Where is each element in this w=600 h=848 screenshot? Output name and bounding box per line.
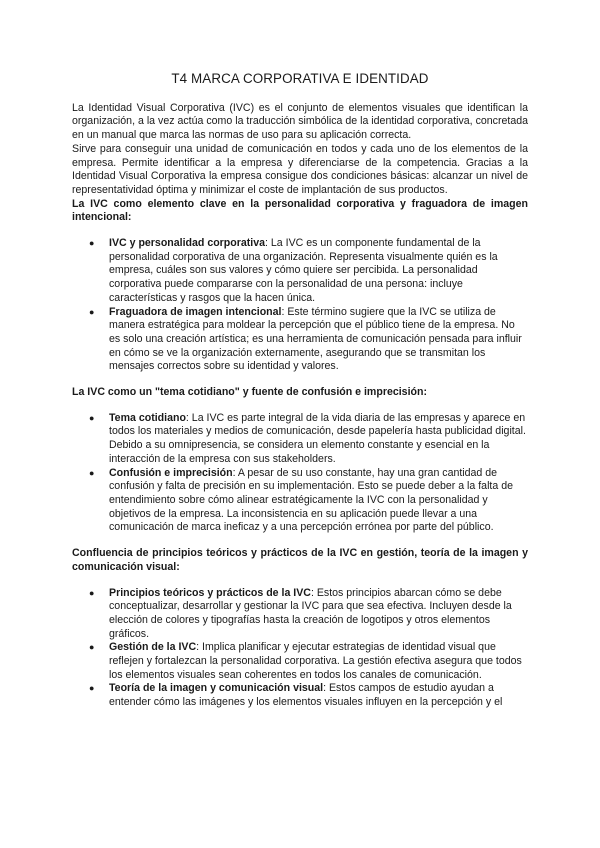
list-item-text: : Este término sugiere que la IVC se utiliza de manera estratégica para moldear la percepción que el público tiene de la empresa. No es solo una creación artística; es una herramienta de comunicación pensada para influir en cómo se ve la organización externamente, asegurando que se transmitan los mensajes correctos sobre su identidad y valores. [109,305,522,373]
list-item [72,237,528,306]
list-item-term: Confusión e imprecisión [109,466,233,479]
page-title: T4 MARCA CORPORATIVA E IDENTIDAD [171,71,429,86]
list-item [72,641,528,682]
list-item-term: Fraguadora de imagen intencional [109,305,282,318]
bullet-list-section-3 [72,587,528,710]
list-item-text: : A pesar de su uso constante, hay una gran cantidad de confusión y falta de precisión en su implementación. Esto se puede deber a la falta de entendimiento sobre cómo alinear estratégicamente la IVC con la personalidad y objetivos de la empresa. La inconsistencia en su aplicación puede llevar a una comunicación de marca ineficaz y a una percepción errónea por parte del público. [109,466,513,534]
list-item [72,306,528,375]
list-item-term: Tema cotidiano [109,411,186,424]
list-item-term: IVC y personalidad corporativa [109,237,266,250]
list-item-text: : La IVC es parte integral de la vida diaria de las empresas y aparece en todos los materiales y medios de comunicación, desde papelería hasta publicidad digital. Debido a su omnipresencia, se considera un elemento constante y esencial en la interacción de la empresa con sus stakeholders. [109,411,526,465]
intro-paragraph-2: Sirve para conseguir una unidad de comunicación en todos y cada uno de los elementos de la empresa. Permite identificar a la empresa y diferenciarse de la competencia. Gracias a la Identidad Visual Corporativa la empresa consigue dos condiciones básicas: alcanzar un nivel de representatividad óptima y minimizar el coste de implantación de sus productos. [72,142,528,196]
bullet-icon: ● [89,587,95,598]
list-item-text: : Implica planificar y ejecutar estrategias de identidad visual que reflejen y fortalezcan la personalidad corporativa. La gestión efectiva asegura que todos los elementos visuales sean coherentes en todos los canales de comunicación. [109,641,522,681]
list-item [72,682,528,709]
bullet-icon: ● [89,306,95,317]
list-item-text: : Estos campos de estudio ayudan a entender cómo las imágenes y los elementos visuales influyen en la percepción y el [109,682,503,709]
list-item-text: : Estos principios abarcan cómo se debe conceptualizar, desarrollar y gestionar la IVC para que sea efectiva. Incluyen desde la elección de colores y tipografías hasta la creación de logotipos y otros elementos gráficos. [109,586,512,640]
bullet-icon: ● [89,412,95,423]
list-item-term: Principios teóricos y prácticos de la IVC [109,586,311,599]
list-item-term: Gestión de la IVC [109,641,197,654]
list-item [72,412,528,467]
bullet-list-section-1 [72,237,528,374]
bullet-icon: ● [89,642,95,653]
bullet-icon: ● [89,467,95,478]
section-heading-ivc-personalidad: La IVC como elemento clave en la personalidad corporativa y fraguadora de imagen intencional: [72,197,528,224]
bullet-list-section-2 [72,412,528,535]
section-heading-confluencia: Confluencia de principios teóricos y prácticos de la IVC en gestión, teoría de la imagen y comunicación visual: [72,547,528,573]
section-heading-tema-cotidiano: La IVC como un "tema cotidiano" y fuente de confusión e imprecisión: [72,386,427,399]
list-item-term: Teoría de la imagen y comunicación visual [109,682,324,695]
bullet-icon: ● [89,683,95,694]
list-item [72,467,528,536]
bullet-icon: ● [89,238,95,249]
intro-paragraph-1: La Identidad Visual Corporativa (IVC) es el conjunto de elementos visuales que identifican la organización, a la vez actúa como la traducción simbólica de la identidad corporativa, concretada en un manual que marca las normas de uso para su aplicación correcta. [72,101,528,142]
list-item-text: : La IVC es un componente fundamental de la personalidad corporativa de una organización. Representa visualmente quién es la empresa, cuáles son sus valores y cómo quiere ser percibida. La personalidad corporativa puede compararse con la personalidad de una persona: incluye características y rasgos que la hacen única. [109,237,498,304]
list-item [72,587,528,642]
